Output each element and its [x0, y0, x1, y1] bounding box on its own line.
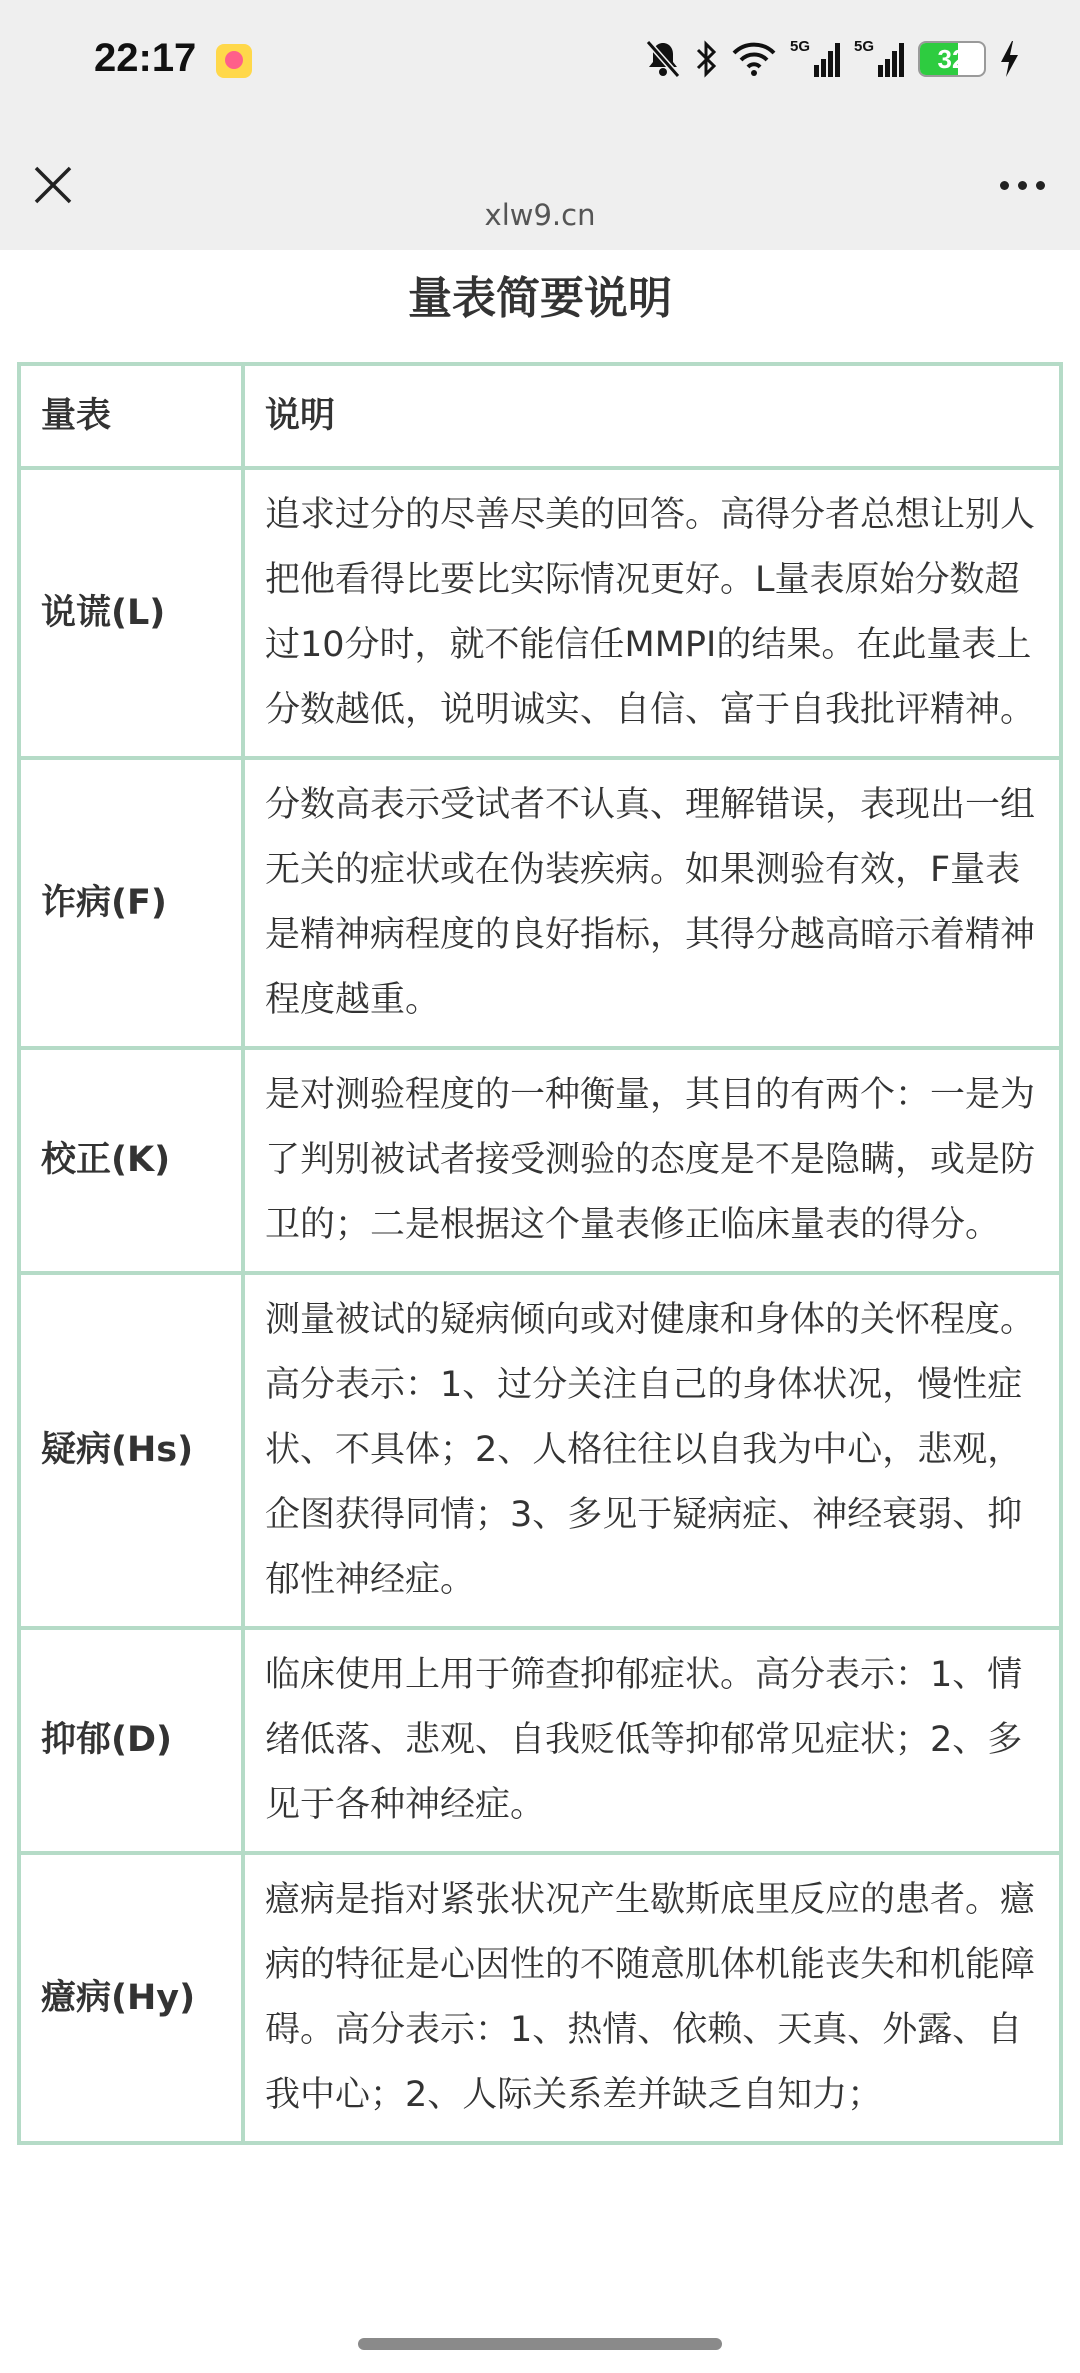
table-row	[19, 1628, 1061, 1853]
app-notification-icon	[216, 44, 252, 78]
more-icon	[1000, 181, 1009, 190]
battery-icon	[918, 41, 986, 77]
header-scale: 量表	[19, 364, 243, 468]
battery-level: 32	[937, 44, 967, 74]
table-row	[19, 1048, 1061, 1273]
scale-description: 癔病是指对紧张状况产生歇斯底里反应的患者。癔病的特征是心因性的不随意肌体机能丧失和机能障碍。高分表示：1、热情、依赖、天真、外露、自我中心；2、人际关系差并缺乏自知力；	[243, 1853, 1061, 2143]
scale-description: 分数高表示受试者不认真、理解错误，表现出一组无关的症状或在伪装疾病。如果测验有效，F量表是精神病程度的良好指标，其得分越高暗示着精神程度越重。	[243, 758, 1061, 1048]
status-time: 22:17	[94, 36, 197, 80]
bluetooth-icon	[694, 39, 718, 79]
network-label: 5G	[854, 38, 875, 55]
table-header-row	[19, 364, 1061, 468]
charging-bolt-icon	[998, 39, 1020, 79]
more-icon	[1036, 181, 1045, 190]
wifi-icon	[730, 39, 778, 79]
mute-icon	[644, 39, 682, 79]
status-icons	[644, 34, 1020, 84]
table-row	[19, 1273, 1061, 1628]
scale-description: 临床使用上用于筛查抑郁症状。高分表示：1、情绪低落、悲观、自我贬低等抑郁常见症状；2、多见于各种神经症。	[243, 1628, 1061, 1853]
scale-name: 癔病(Hy)	[19, 1853, 243, 2143]
top-bar	[0, 0, 1080, 250]
more-icon	[1018, 181, 1027, 190]
scale-description: 是对测验程度的一种衡量，其目的有两个：一是为了判别被试者接受测验的态度是不是隐瞒，或是防卫的；二是根据这个量表修正临床量表的得分。	[243, 1048, 1061, 1273]
page-title: 量表简要说明	[408, 273, 672, 324]
scale-description: 追求过分的尽善尽美的回答。高得分者总想让别人把他看得比要比实际情况更好。L量表原始分数超过10分时，就不能信任MMPI的结果。在此量表上分数越低，说明诚实、自信、富于自我批评精神。	[243, 468, 1061, 758]
scale-table	[17, 362, 1063, 2145]
signal-5g-icon	[854, 37, 906, 81]
scale-table-grid	[17, 362, 1063, 2145]
scale-description: 测量被试的疑病倾向或对健康和身体的关怀程度。高分表示：1、过分关注自己的身体状况，慢性症状、不具体；2、人格往往以自我为中心，悲观，企图获得同情；3、多见于疑病症、神经衰弱、抑郁性神经症。	[243, 1273, 1061, 1628]
scale-name: 疑病(Hs)	[19, 1273, 243, 1628]
scale-name: 诈病(F)	[19, 758, 243, 1048]
table-row	[19, 758, 1061, 1048]
header-description: 说明	[243, 364, 1061, 468]
network-label: 5G	[790, 38, 811, 55]
scale-name: 说谎(L)	[19, 468, 243, 758]
home-indicator[interactable]	[358, 2338, 722, 2350]
scale-name: 抑郁(D)	[19, 1628, 243, 1853]
signal-5g-icon	[790, 37, 842, 81]
table-row	[19, 468, 1061, 758]
page-domain: xlw9.cn	[484, 198, 596, 232]
scale-name: 校正(K)	[19, 1048, 243, 1273]
table-row	[19, 1853, 1061, 2143]
